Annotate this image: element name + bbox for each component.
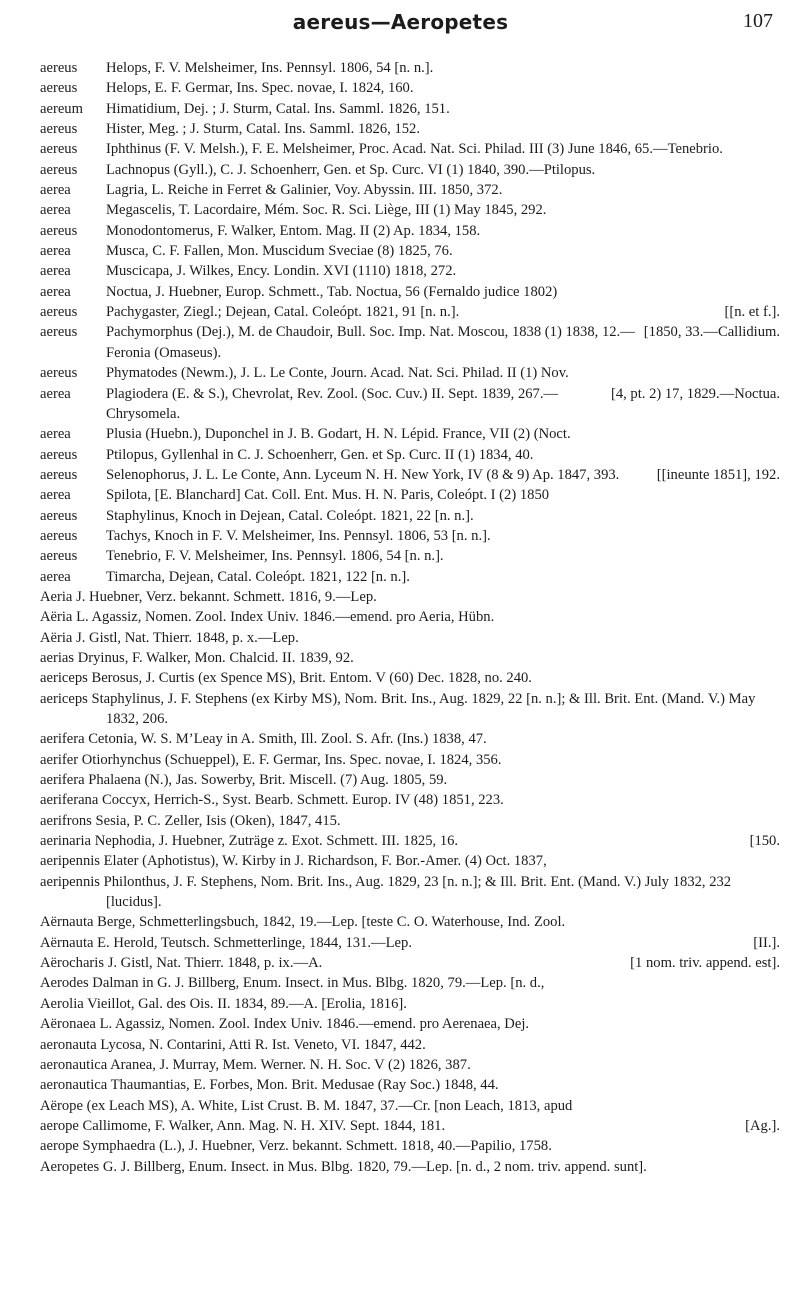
index-entry: [40, 953, 780, 973]
running-header: [0, 8, 801, 38]
entry-name: aereus: [40, 141, 78, 158]
index-entry: [40, 729, 780, 749]
index-entry: [40, 1035, 780, 1055]
entry-name: aericeps: [40, 690, 88, 707]
entry-name: aerifera: [40, 731, 85, 748]
index-entry: [40, 465, 780, 485]
index-entry: [40, 78, 780, 98]
entry-continuation: [II.].: [753, 934, 780, 951]
entry-text: Callimome, F. Walker, Ann. Mag. N. H. XIV. Sept. 1844, 181.: [82, 1117, 446, 1134]
entry-name: Aërnauta: [40, 914, 94, 931]
entry-name: aereus: [40, 527, 78, 544]
index-entry: [40, 1075, 780, 1095]
index-entry: [40, 160, 780, 180]
index-entry: [40, 180, 780, 200]
entry-name: aerinaria: [40, 833, 92, 850]
entry-name: aeripennis: [40, 873, 100, 890]
entry-name: aereus: [40, 466, 78, 483]
entry-text: Helops, F. V. Melsheimer, Ins. Pennsyl. 1806, 54 [n. n.].: [106, 60, 434, 76]
entry-name: Aërnauta: [40, 934, 94, 951]
entry-continuation: [1850, 33.—Callidium.: [643, 324, 780, 341]
index-entry: [40, 221, 780, 241]
entry-text: E. Herold, Teutsch. Schmetterlinge, 1844, 131.—Lep.: [97, 934, 412, 951]
entry-name: aerea: [40, 385, 71, 402]
entry-name: aereus: [40, 80, 78, 97]
index-entry: [40, 139, 780, 159]
index-entry: [40, 526, 780, 546]
page-number: 107: [743, 10, 773, 32]
index-entry: [40, 587, 780, 607]
entry-text: Sesia, P. C. Zeller, Isis (Oken), 1847, 415.: [95, 812, 341, 829]
entry-text: Muscicapa, J. Wilkes, Ency. Londin. XVI (1110) 1818, 272.: [106, 263, 457, 280]
index-entry: [40, 445, 780, 465]
entry-name: Aëria: [40, 629, 73, 646]
entry-name: aeronautica: [40, 1056, 108, 1073]
index-entry: [40, 424, 780, 444]
index-entry: [40, 668, 780, 688]
entry-name: aerea: [40, 487, 71, 504]
index-entry: [40, 322, 780, 363]
entry-text: Hister, Meg. ; J. Sturm, Catal. Ins. Samml. 1826, 152.: [106, 121, 420, 138]
entry-continuation: [[ineunte 1851], 192.: [656, 466, 780, 483]
index-entry: [40, 506, 780, 526]
entry-text: Phymatodes (Newm.), J. L. Le Conte, Journ. Acad. Nat. Sci. Philad. II (1) Nov.: [106, 365, 569, 382]
entry-text: J. Gistl, Nat. Thierr. 1848, p. ix.—A.: [107, 955, 323, 972]
entry-text: Noctua, J. Huebner, Europ. Schmett., Tab. Noctua, 56 (Fernaldo judice 1802): [106, 283, 558, 300]
entry-name: Aëronaea: [40, 1016, 96, 1033]
entry-name: aerifera: [40, 772, 85, 789]
index-entry: [40, 282, 780, 302]
entry-name: aereus: [40, 60, 78, 76]
entry-name: aerea: [40, 568, 71, 585]
entry-name: aerope: [40, 1117, 79, 1134]
entry-name: Aërocharis: [40, 955, 105, 972]
entry-name: aereus: [40, 222, 78, 239]
index-entry: [40, 851, 780, 871]
index-entry: [40, 790, 780, 810]
entry-text: Timarcha, Dejean, Catal. Coleópt. 1821, 122 [n. n.].: [106, 568, 410, 585]
entry-text: Pachygaster, Ziegl.; Dejean, Catal. Coleópt. 1821, 91 [n. n.].: [106, 304, 460, 321]
entry-name: aereus: [40, 365, 78, 382]
entry-name: Aeria: [40, 588, 73, 605]
index-entry: [40, 1014, 780, 1034]
index-entry: [40, 546, 780, 566]
index-entry: [40, 567, 780, 587]
entry-text: Elater (Aphotistus), W. Kirby in J. Richardson, F. Bor.-Amer. (4) Oct. 1837,: [103, 853, 547, 870]
entry-text: L. Agassiz, Nomen. Zool. Index Univ. 1846.—emend. pro Aerenaea, Dej.: [99, 1016, 530, 1033]
entry-continuation: [[n. et f.].: [724, 304, 780, 321]
index-entry: [40, 1136, 780, 1156]
entry-name: Aëria: [40, 609, 73, 626]
index-entries: [40, 58, 780, 1177]
entry-text: J. Huebner, Verz. bekannt. Schmett. 1816, 9.—Lep.: [76, 588, 377, 605]
entry-name: Aerodes: [40, 975, 89, 992]
entry-text: J. Gistl, Nat. Thierr. 1848, p. x.—Lep.: [76, 629, 299, 646]
entry-text: Berge, Schmetterlingsbuch, 1842, 19.—Lep. [teste C. O. Waterhouse, Ind. Zool.: [97, 914, 566, 931]
index-entry: [40, 912, 780, 932]
entry-name: aereus: [40, 304, 78, 321]
entry-text: Cetonia, W. S. M’Leay in A. Smith, Ill. Zool. S. Afr. (Ins.) 1838, 47.: [88, 731, 487, 748]
index-entry: [40, 872, 780, 913]
index-entry: [40, 1157, 780, 1177]
entry-text: Aranea, J. Murray, Mem. Werner. N. H. Soc. V (2) 1826, 387.: [110, 1056, 471, 1073]
page-title: aereus—Aeropetes: [292, 10, 509, 34]
index-entry: [40, 831, 780, 851]
index-entry: [40, 750, 780, 770]
entry-text: Nephodia, J. Huebner, Zuträge z. Exot. Schmett. III. 1825, 16.: [94, 833, 459, 850]
index-entry: [40, 485, 780, 505]
entry-continuation: [4, pt. 2) 17, 1829.—Noctua.: [610, 385, 780, 402]
index-entry: [40, 770, 780, 790]
entry-name: aeronautica: [40, 1077, 108, 1094]
entry-text: Monodontomerus, F. Walker, Entom. Mag. II (2) Ap. 1834, 158.: [106, 222, 481, 239]
index-entry: [40, 1055, 780, 1075]
entry-name: aereus: [40, 324, 78, 341]
entry-text: Ptilopus, Gyllenhal in C. J. Schoenherr, Gen. et Sp. Curc. II (1) 1834, 40.: [106, 446, 534, 463]
entry-text: Tenebrio, F. V. Melsheimer, Ins. Pennsyl. 1806, 54 [n. n.].: [106, 548, 444, 565]
entry-name: aerea: [40, 182, 71, 199]
entry-name: Aeropetes: [40, 1158, 100, 1175]
entry-name: aerea: [40, 243, 71, 260]
index-entry: [40, 241, 780, 261]
index-entry: [40, 58, 780, 78]
entry-text: Iphthinus (F. V. Melsh.), F. E. Melsheimer, Proc. Acad. Nat. Sci. Philad. III (3) June 1846, 65.—Tenebrio.: [106, 141, 723, 158]
entry-text: Staphylinus, J. F. Stephens (ex Kirby MS), Nom. Brit. Ins., Aug. 1829, 22 [n. n.]; & Ill. Brit. Ent. (Mand. V.) May 1832, 206.: [91, 690, 756, 727]
entry-text: Lachnopus (Gyll.), C. J. Schoenherr, Gen. et Sp. Curc. VI (1) 1840, 390.—Ptilopus.: [106, 161, 596, 178]
entry-text: Helops, E. F. Germar, Ins. Spec. novae, I. 1824, 160.: [106, 80, 414, 97]
entry-text: Megascelis, T. Lacordaire, Mém. Soc. R. Sci. Liège, III (1) May 1845, 292.: [106, 202, 547, 219]
entry-text: Lycosa, N. Contarini, Atti R. Ist. Veneto, VI. 1847, 442.: [100, 1036, 426, 1053]
index-entry: [40, 994, 780, 1014]
entry-name: Aerolia: [40, 995, 84, 1012]
entry-name: aericeps: [40, 670, 88, 687]
entry-text: G. J. Billberg, Enum. Insect. in Mus. Blbg. 1820, 79.—Lep. [n. d., 2 nom. triv. append. sunt].: [102, 1158, 647, 1175]
entry-text: Tachys, Knoch in F. V. Melsheimer, Ins. Pennsyl. 1806, 53 [n. n.].: [106, 527, 491, 544]
entry-text: Pachymorphus (Dej.), M. de Chaudoir, Bull. Soc. Imp. Nat. Moscou, 1838 (1) 1838, 12.—Feronia (Omaseus).: [106, 324, 635, 361]
entry-text: Coccyx, Herrich-S., Syst. Bearb. Schmett. Europ. IV (48) 1851, 223.: [101, 792, 504, 809]
entry-text: Thaumantias, E. Forbes, Mon. Brit. Medusae (Ray Soc.) 1848, 44.: [110, 1077, 499, 1094]
entry-continuation: [Ag.].: [745, 1117, 780, 1134]
entry-text: Symphaedra (L.), J. Huebner, Verz. bekannt. Schmett. 1818, 40.—Papilio, 1758.: [82, 1138, 552, 1155]
entry-text: Musca, C. F. Fallen, Mon. Muscidum Sveciae (8) 1825, 76.: [106, 243, 453, 260]
entry-text: Spilota, [E. Blanchard] Cat. Coll. Ent. Mus. H. N. Paris, Coleópt. I (2) 1850: [106, 487, 550, 504]
entry-name: aereus: [40, 446, 78, 463]
entry-text: Otiorhynchus (Schueppel), E. F. Germar, Ins. Spec. novae, I. 1824, 356.: [81, 751, 502, 768]
entry-text: Vieillot, Gal. des Ois. II. 1834, 89.—A. [Erolia, 1816].: [87, 995, 407, 1012]
entry-name: aerea: [40, 263, 71, 280]
entry-name: aeripennis: [40, 853, 100, 870]
entry-name: aerea: [40, 283, 71, 300]
entry-name: aerea: [40, 202, 71, 219]
index-entry: [40, 607, 780, 627]
index-entry: [40, 628, 780, 648]
index-entry: [40, 973, 780, 993]
entry-text: L. Agassiz, Nomen. Zool. Index Univ. 1846.—emend. pro Aeria, Hübn.: [76, 609, 495, 626]
entry-text: Plusia (Huebn.), Duponchel in J. B. Godart, H. N. Lépid. France, VII (2) (Noct.: [106, 426, 571, 443]
index-entry: [40, 933, 780, 953]
index-entry: [40, 302, 780, 322]
index-entry: [40, 261, 780, 281]
entry-text: Lagria, L. Reiche in Ferret & Galinier, Voy. Abyssin. III. 1850, 372.: [106, 182, 503, 199]
index-entry: [40, 363, 780, 383]
entry-text: Dryinus, F. Walker, Mon. Chalcid. II. 1839, 92.: [77, 649, 354, 666]
entry-name: aeriferana: [40, 792, 99, 809]
entry-name: aerifer: [40, 751, 79, 768]
index-entry: [40, 200, 780, 220]
entry-name: aerias: [40, 649, 75, 666]
entry-name: aerope: [40, 1138, 79, 1155]
entry-name: aeronauta: [40, 1036, 97, 1053]
entry-text: Staphylinus, Knoch in Dejean, Catal. Coleópt. 1821, 22 [n. n.].: [106, 507, 474, 524]
entry-text: Phalaena (N.), Jas. Sowerby, Brit. Miscell. (7) Aug. 1805, 59.: [88, 772, 448, 789]
entry-name: aereus: [40, 507, 78, 524]
index-entry: [40, 99, 780, 119]
entry-text: Berosus, J. Curtis (ex Spence MS), Brit. Entom. V (60) Dec. 1828, no. 240.: [91, 670, 532, 687]
index-entry: [40, 1116, 780, 1136]
entry-name: aereus: [40, 548, 78, 565]
entry-text: (ex Leach MS), A. White, List Crust. B. M. 1847, 37.—Cr. [non Leach, 1813, apud: [86, 1097, 573, 1114]
entry-text: Plagiodera (E. & S.), Chevrolat, Rev. Zool. (Soc. Cuv.) II. Sept. 1839, 267.— Chrysomela.: [106, 385, 559, 422]
index-entry: [40, 1096, 780, 1116]
entry-continuation: [1 nom. triv. append. est].: [630, 955, 780, 972]
entry-text: Dalman in G. J. Billberg, Enum. Insect. in Mus. Blbg. 1820, 79.—Lep. [n. d.,: [92, 975, 545, 992]
entry-text: Himatidium, Dej. ; J. Sturm, Catal. Ins. Samml. 1826, 151.: [106, 100, 450, 117]
index-entry: [40, 689, 780, 730]
entry-name: aereum: [40, 100, 83, 117]
entry-text: Selenophorus, J. L. Le Conte, Ann. Lyceum N. H. New York, IV (8 & 9) Ap. 1847, 393.: [106, 466, 620, 483]
entry-name: aerifrons: [40, 812, 92, 829]
entry-name: Aërope: [40, 1097, 83, 1114]
index-entry: [40, 811, 780, 831]
index-entry: [40, 119, 780, 139]
entry-continuation: [150.: [749, 833, 780, 850]
entry-name: aerea: [40, 426, 71, 443]
entry-name: aereus: [40, 161, 78, 178]
entry-text: Philonthus, J. F. Stephens, Nom. Brit. Ins., Aug. 1829, 23 [n. n.]; & Ill. Brit. Ent. (Mand. V.) July 1832, 232 [lucidus].: [103, 873, 732, 911]
index-entry: [40, 648, 780, 668]
index-entry: [40, 384, 780, 425]
entry-name: aereus: [40, 121, 78, 138]
